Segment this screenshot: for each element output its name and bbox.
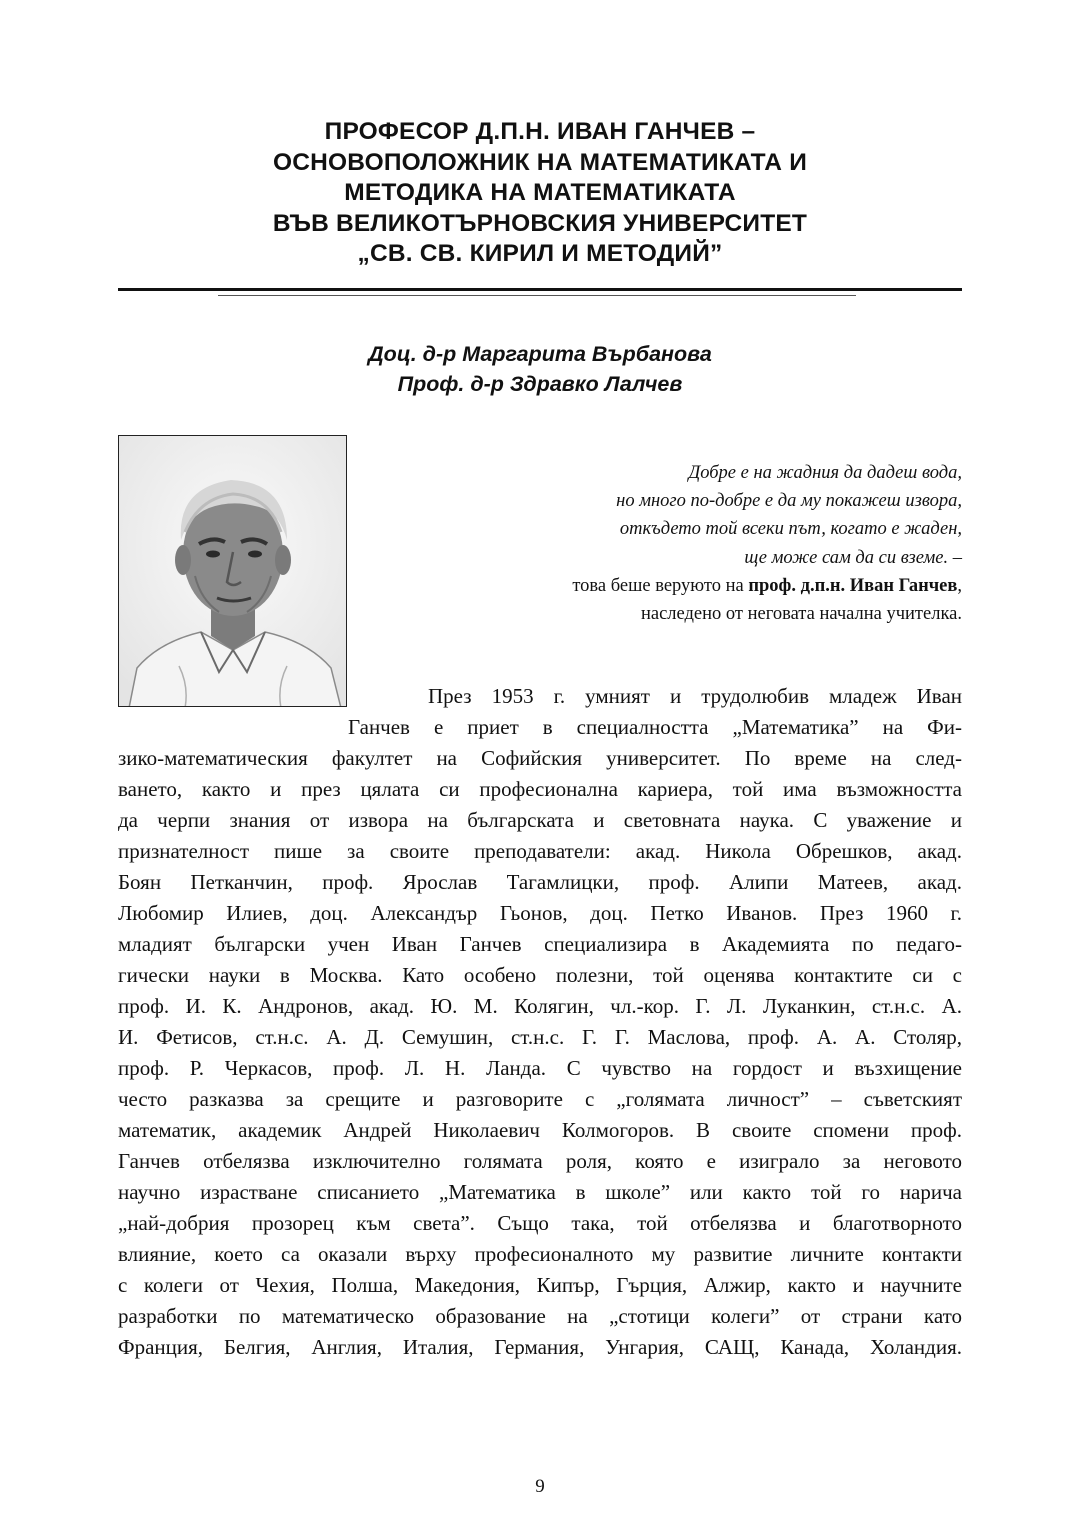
attribution-name: проф. д.п.н. Иван Ганчев xyxy=(748,575,958,596)
body-line: Любомир Илиев, доц. Александър Гьонов, доц. Петко Иванов. През 1960 г. xyxy=(118,901,962,925)
attribution-suffix: , xyxy=(957,575,962,596)
body-line: с колеги от Чехия, Полша, Македония, Кипър, Гърция, Алжир, както и научните xyxy=(118,1273,962,1297)
title-line: ОСНОВОПОЛОЖНИК НА МАТЕМАТИКАТА И xyxy=(272,148,808,176)
body-line: проф. Р. Черкасов, проф. Л. Н. Ланда. С чувство на гордост и възхищение xyxy=(118,1056,962,1080)
title-divider-thin xyxy=(218,295,856,296)
epigraph-line: откъдето той всеки път, когато е жаден, xyxy=(619,519,962,540)
body-line: проф. И. К. Андронов, акад. Ю. М. Колягин, чл.-кор. Г. Л. Луканкин, ст.н.с. А. xyxy=(118,994,962,1018)
author-name: Доц. д-р Маргарита Върбанова xyxy=(368,342,712,366)
body-line: През 1953 г. умният и трудолюбив младеж Иван xyxy=(428,684,962,708)
body-line: често разказва за срещите и разговорите с „голямата личност” – съветският xyxy=(118,1087,962,1111)
portrait-photo xyxy=(118,435,347,707)
authors-block xyxy=(118,339,962,399)
title-line: ПРОФЕСОР Д.П.Н. ИВАН ГАНЧЕВ – xyxy=(324,118,756,145)
author-name: Проф. д-р Здравко Лалчев xyxy=(397,372,683,396)
body-line: ването, както и през цялата си професионална кариера, той има възможността xyxy=(118,777,962,801)
body-line: разработки по математическо образование на „стотици колеги” от страни като xyxy=(118,1304,962,1328)
body-line: Ганчев отбелязва изключително голямата роля, която е изиграло за неговото xyxy=(118,1149,962,1173)
body-line: да черпи знания от извора на българската и световната наука. С уважение и xyxy=(118,808,962,832)
body-paragraph-start xyxy=(348,681,962,743)
body-line: гически науки в Москва. Като особено полезни, той оценява контактите си с xyxy=(118,963,962,987)
title-divider-thick xyxy=(118,288,962,291)
page-number: 9 xyxy=(535,1476,545,1497)
body-line: научно израстване списанието „Математика в школе” или както той го нарича xyxy=(118,1180,962,1204)
body-line: Боян Петканчин, проф. Ярослав Тагамлицки, проф. Алипи Матеев, акад. xyxy=(118,870,962,894)
body-line: И. Фетисов, ст.н.с. А. Д. Семушин, ст.н.с. Г. Г. Маслова, проф. А. А. Столяр, xyxy=(118,1025,962,1049)
title-line: МЕТОДИКА НА МАТЕМАТИКАТА xyxy=(344,179,736,206)
epigraph-attribution xyxy=(380,572,962,600)
body-line: Франция, Белгия, Англия, Италия, Германия, Унгария, САЩ, Канада, Холандия. xyxy=(118,1335,962,1359)
portrait-illustration xyxy=(119,436,347,707)
body-line: младият български учен Иван Ганчев специализира в Академията по педаго- xyxy=(118,932,962,956)
epigraph-line: но много по-добре е да му покажеш извора, xyxy=(616,491,962,512)
epigraph-attribution-line2: наследено от неговата начална учителка. xyxy=(640,604,962,625)
attribution-prefix: това беше веруюто на xyxy=(572,575,749,596)
title-line: ВЪВ ВЕЛИКОТЪРНОВСКИЯ УНИВЕРСИТЕТ xyxy=(272,209,808,237)
body-paragraph xyxy=(118,743,962,1363)
epigraph-line: ще може сам да си вземе. – xyxy=(744,547,962,568)
body-line: зико-математическия факултет на Софийския университет. По време на след- xyxy=(118,746,962,770)
body-line: „най-добрия прозорец към света”. Също така, той отбелязва и благотворното xyxy=(118,1211,962,1235)
body-line: Ганчев е приет в специалността „Математика” на Фи- xyxy=(348,715,962,739)
epigraph xyxy=(380,459,962,628)
article-title xyxy=(118,117,962,270)
title-line: „СВ. СВ. КИРИЛ И МЕТОДИЙ” xyxy=(357,240,723,267)
epigraph-line: Добре е на жадния да дадеш вода, xyxy=(688,463,962,483)
body-line: признателност пише за своите преподаватели: акад. Никола Обрешков, акад. xyxy=(118,839,962,863)
body-line: математик, академик Андрей Николаевич Колмогоров. В своите спомени проф. xyxy=(118,1118,962,1142)
body-line: влияние, което са оказали върху професионалното му развитие личните контакти xyxy=(118,1242,962,1266)
